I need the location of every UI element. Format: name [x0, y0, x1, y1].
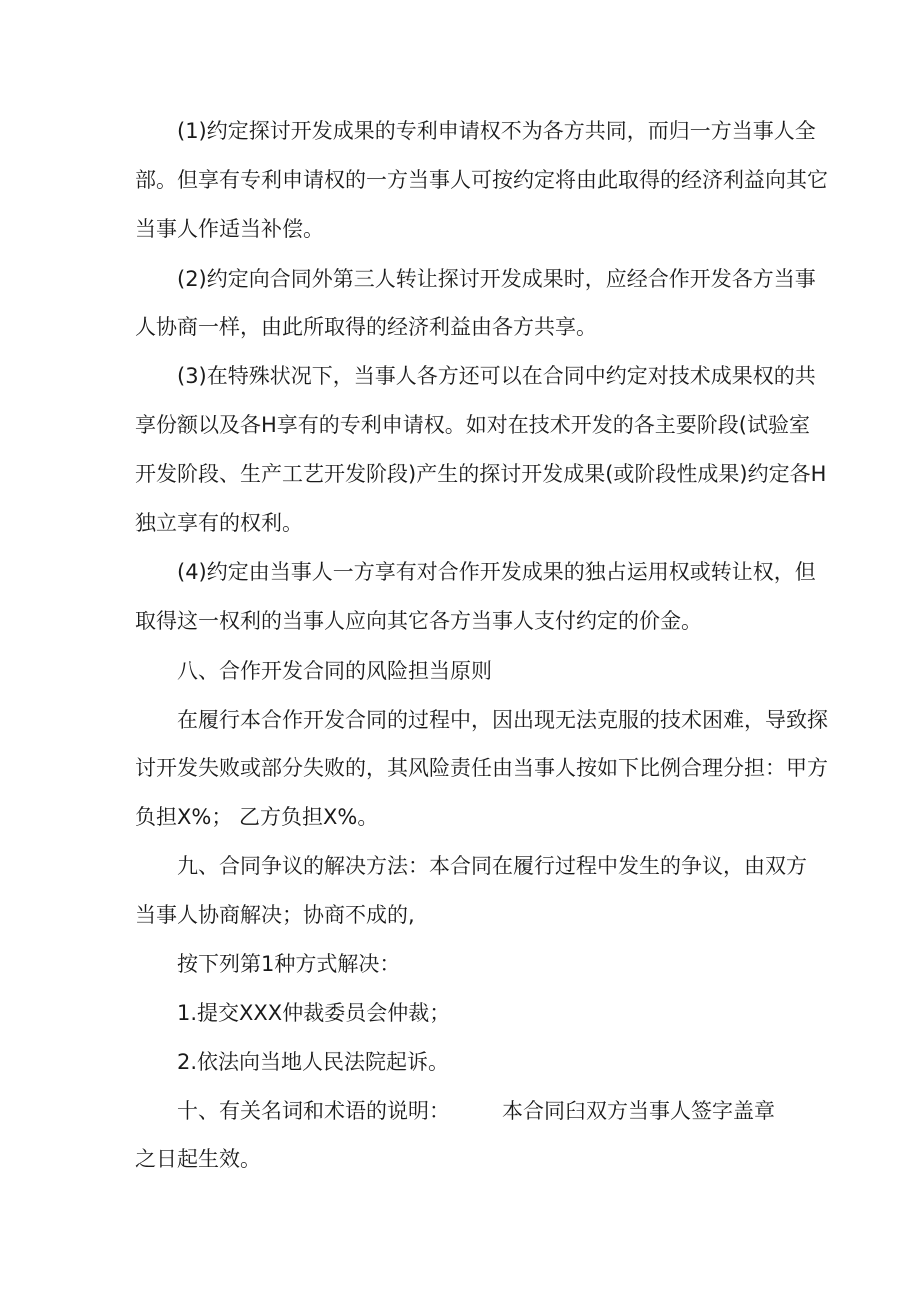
paragraph-1-line-2: 部。但享有专利申请权的一方当事人可按约定将由此取得的经济利益向其它	[135, 168, 828, 192]
section-8-body-line-3: 负担X%； 乙方负担X%。	[135, 805, 379, 829]
paragraph-3-line-1: (3)在特殊状况下，当事人各方还可以在合同中约定对技术成果权的共	[177, 364, 816, 388]
paragraph-3-line-3: 开发阶段、生产工艺开发阶段)产生的探讨开发成果(或阶段性成果)约定各H	[135, 462, 827, 486]
paragraph-2-line-1: (2)约定向合同外第三人转让探讨开发成果时，应经合作开发各方当事	[177, 267, 816, 291]
paragraph-4-line-1: (4)约定由当事人一方享有对合作开发成果的独占运用权或转让权，但	[177, 560, 816, 584]
paragraph-1-line-1: (1)约定探讨开发成果的专利申请权不为各方共同，而归一方当事人全	[177, 119, 816, 143]
section-10-line-1	[177, 1096, 775, 1126]
paragraph-1-line-3: 当事人作适当补偿。	[135, 217, 324, 241]
paragraph-3-line-4: 独立享有的权利。	[135, 511, 303, 535]
paragraph-3-line-2: 享份额以及各H享有的专利申请权。如对在技术开发的各主要阶段(试验室	[135, 413, 810, 437]
section-10-line-2: 之日起生效。	[135, 1147, 261, 1171]
paragraph-4-line-2: 取得这一权利的当事人应向其它各方当事人支付约定的价金。	[135, 609, 702, 633]
effective-clause: 本合同臼双方当事人签字盖章	[502, 1099, 775, 1123]
section-9-line-1: 九、合同争议的解决方法：本合同在履行过程中发生的争议，由双方	[177, 854, 807, 878]
paragraph-2-line-2: 人协商一样，由此所取得的经济利益由各方共享。	[135, 315, 597, 339]
resolution-option-1: 1.提交XXX仲裁委员会仲裁；	[177, 1001, 451, 1025]
section-8-body-line-2: 讨开发失败或部分失败的，其风险责任由当事人按如下比例合理分担：甲方	[135, 756, 828, 780]
section-8-heading: 八、合作开发合同的风险担当原则	[177, 659, 492, 683]
resolution-option-2: 2.依法向当地人民法院起诉。	[177, 1050, 450, 1074]
section-10-heading: 十、有关名词和术语的说明：	[177, 1099, 450, 1123]
section-8-body-line-1: 在履行本合作开发合同的过程中，因出现无法克服的技术困难，导致探	[177, 708, 828, 732]
resolution-method-line: 按下列第1种方式解决：	[177, 952, 401, 976]
section-9-line-2: 当事人协商解决；协商不成的,	[135, 903, 415, 927]
